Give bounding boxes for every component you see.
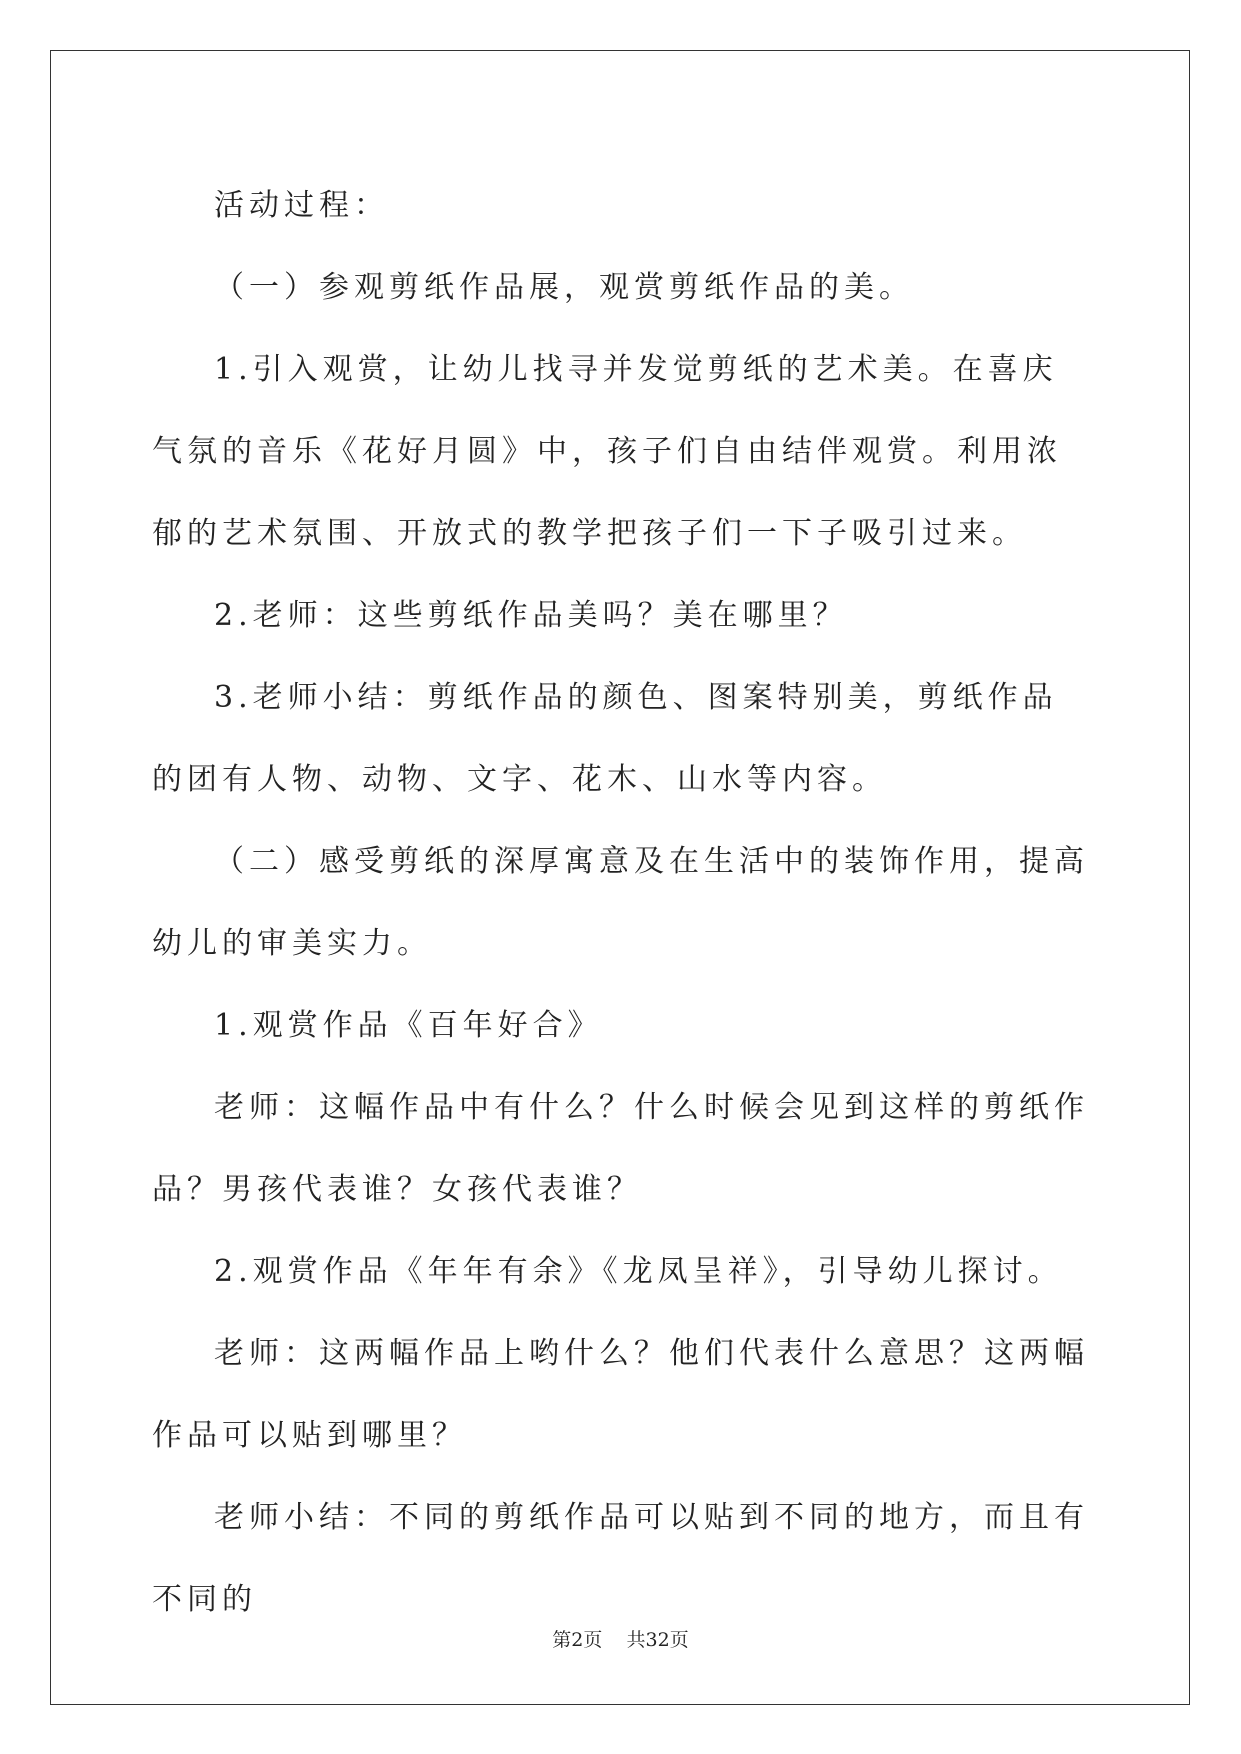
page-footer [0, 1625, 1241, 1652]
paragraph-teacher-summary: 老师小结：不同的剪纸作品可以贴到不同的地方，而且有不同的 [152, 1500, 1089, 1617]
page-total: 共32页 [626, 1629, 689, 1651]
paragraph-appreciate-work-1: 1.观赏作品《百年好合》 [214, 1008, 603, 1043]
paragraph-step-1-introduction: 1.引入观赏，让幼儿找寻并发觉剪纸的艺术美。在喜庆气氛的音乐《花好月圆》中，孩子们自由结伴观赏。利用浓郁的艺术氛围、开放式的教学把孩子们一下子吸引过来。 [152, 352, 1062, 551]
paragraph-activity-process-heading: 活动过程： [214, 188, 389, 223]
paragraph-teacher-question-1: 老师：这幅作品中有什么？什么时候会见到这样的剪纸作品？男孩代表谁？女孩代表谁？ [152, 1090, 1089, 1207]
paragraph-step-2-teacher-question: 2.老师：这些剪纸作品美吗？美在哪里？ [214, 598, 848, 633]
paragraph-teacher-question-2: 老师：这两幅作品上哟什么？他们代表什么意思？这两幅作品可以贴到哪里？ [152, 1336, 1089, 1453]
paragraph-section-one-heading: （一）参观剪纸作品展，观赏剪纸作品的美。 [214, 270, 914, 305]
paragraph-section-two-heading: （二）感受剪纸的深厚寓意及在生活中的装饰作用，提高幼儿的审美实力。 [152, 844, 1089, 961]
document-body [152, 165, 1092, 1641]
page-number: 第2页 [552, 1629, 603, 1651]
paragraph-step-3-teacher-summary: 3.老师小结：剪纸作品的颜色、图案特别美，剪纸作品的团有人物、动物、文字、花木、山水等内容。 [152, 680, 1058, 797]
paragraph-appreciate-work-2: 2.观赏作品《年年有余》《龙凤呈祥》，引导幼儿探讨。 [214, 1254, 1063, 1289]
